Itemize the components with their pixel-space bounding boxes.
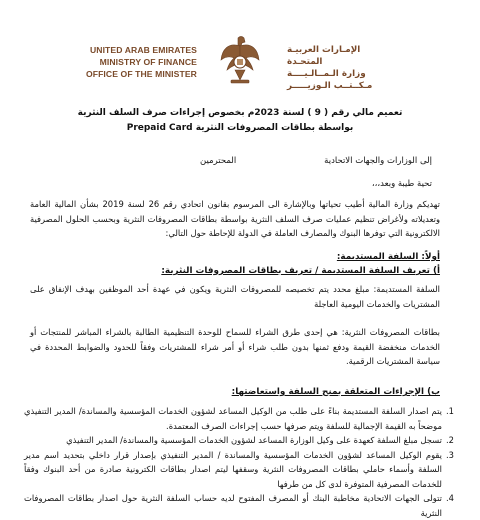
list-item-text: يقوم الوكيل المساعد لشؤون الخدمات المؤسسية والمساندة / المدير التنفيذي بإصدار قرار داخلي بتحديد اسم مدير السلفة وأسماء حاملي بطاقات المصروفات النثرية وسقفها ليتم اصدار بطاقات الكترونية صادرة من أحد البنوك وفقاً للخدمات المصرفية المتوفرة لدى كل من طرفها [24,449,442,489]
section-subheading: أ) تعريف السلفة المستديمة / تعريف بطاقات المصروفات النثرية: [161,266,440,276]
procedures-list [24,404,454,520]
addressee: إلى الوزارات والجهات الاتحادية [324,156,432,166]
list-item-number: 2. [445,435,454,445]
list-item-text: تتولى الجهات الاتحادية مخاطبة البنك أو المصرف المفتوح لديه حساب السلفة النثرية حول اصدار بطاقات المصروفات النثرية [24,493,442,518]
greeting: تحية طيبة وبعد،،، [371,179,432,189]
list-item-number: 4. [445,493,454,503]
honorific: المحترمين [200,156,237,166]
list-item-text: يتم اصدار السلفة المستديمة بناءً على طلب من الوكيل المساعد لشؤون الخدمات المؤسسية والمساندة/ المدير التنفيذي موضحاً به القيمة الإجمالية للسلفة ويتم صرفها حسب إجراءات الصرف المعتمدة. [24,406,442,431]
letterhead-en-line: OFFICE OF THE MINISTER [85,69,197,79]
letterhead-en-line: MINISTRY OF FINANCE [99,57,197,67]
letterhead-ar-line: مـكــتــب الـوزيـــــر [287,81,373,91]
list-item [24,404,454,433]
section-heading: ب) الإجراءات المتعلقة بمنح السلفة واستعاضتها: [231,387,440,397]
definition-advance: السلفة المستديمة: مبلغ محدد يتم تخصيصه للمصروفات النثرية ويكون في عهدة أحد الموظفين بهدف الإنفاق على المشتريات والخدمات اليومية العاجلة [30,284,440,309]
list-item-number: 1. [445,406,454,416]
definition-prepaid-card: بطاقات المصروفات النثرية: هي إحدى طرق الشراء للسماح للوحدة التنظيمية الطالبة بالشراء المباشر للمنتجات أو الخدمات منخفضة القيمة ودفع ثمنها بدون طلب شراء أو أمر شراء للمشتريات وفقاً للحدود والضوابط المحددة في سياسة المشتريات الرقمية. [30,327,440,366]
circular-title-line1: تعميم مالي رقم ( 9 ) لسنة 2023م بخصوص إجراءات صرف السلف النثرية [77,108,403,118]
uae-emblem-icon [218,34,262,86]
list-item [24,448,454,492]
intro-paragraph: تهديكم وزارة المالية أطيب تحياتها وبالإشارة الى المرسوم بقانون اتحادي رقم 26 لسنة 2019 بشأن المالية العامة وتعديلاته ولأغراض تنظيم عمليات صرف السلف النثرية بواسطة بطاقات المصروفات النثرية وبحسب الحلول المصرفية الالكترونية التي توفرها البنوك والمصارف العاملة في الدولة للإحاطة حول التالي: [30,199,440,238]
letterhead-en-line: UNITED ARAB EMIRATES [89,45,197,55]
letterhead-ar-line: وزارة الـمــالـيــــة [287,69,366,79]
list-item-number: 3. [445,449,454,460]
list-item [24,491,454,520]
letterhead-ar-line: الإمـارات العربيـة المتحـدة [287,45,361,67]
circular-title-line2: بواسطة بطاقات المصروفات النثرية Prepaid Card [126,123,354,133]
letterhead-english [62,44,197,80]
list-item-text: تسجل مبلغ السلفة كعهدة على وكيل الوزارة المساعد لشؤون الخدمات المؤسسية والمساندة/ المدير التنفيذي [66,435,442,445]
list-item [24,433,454,448]
letterhead-arabic [287,44,382,92]
section-heading: أولاً: السلفة المستديمة: [336,252,440,262]
